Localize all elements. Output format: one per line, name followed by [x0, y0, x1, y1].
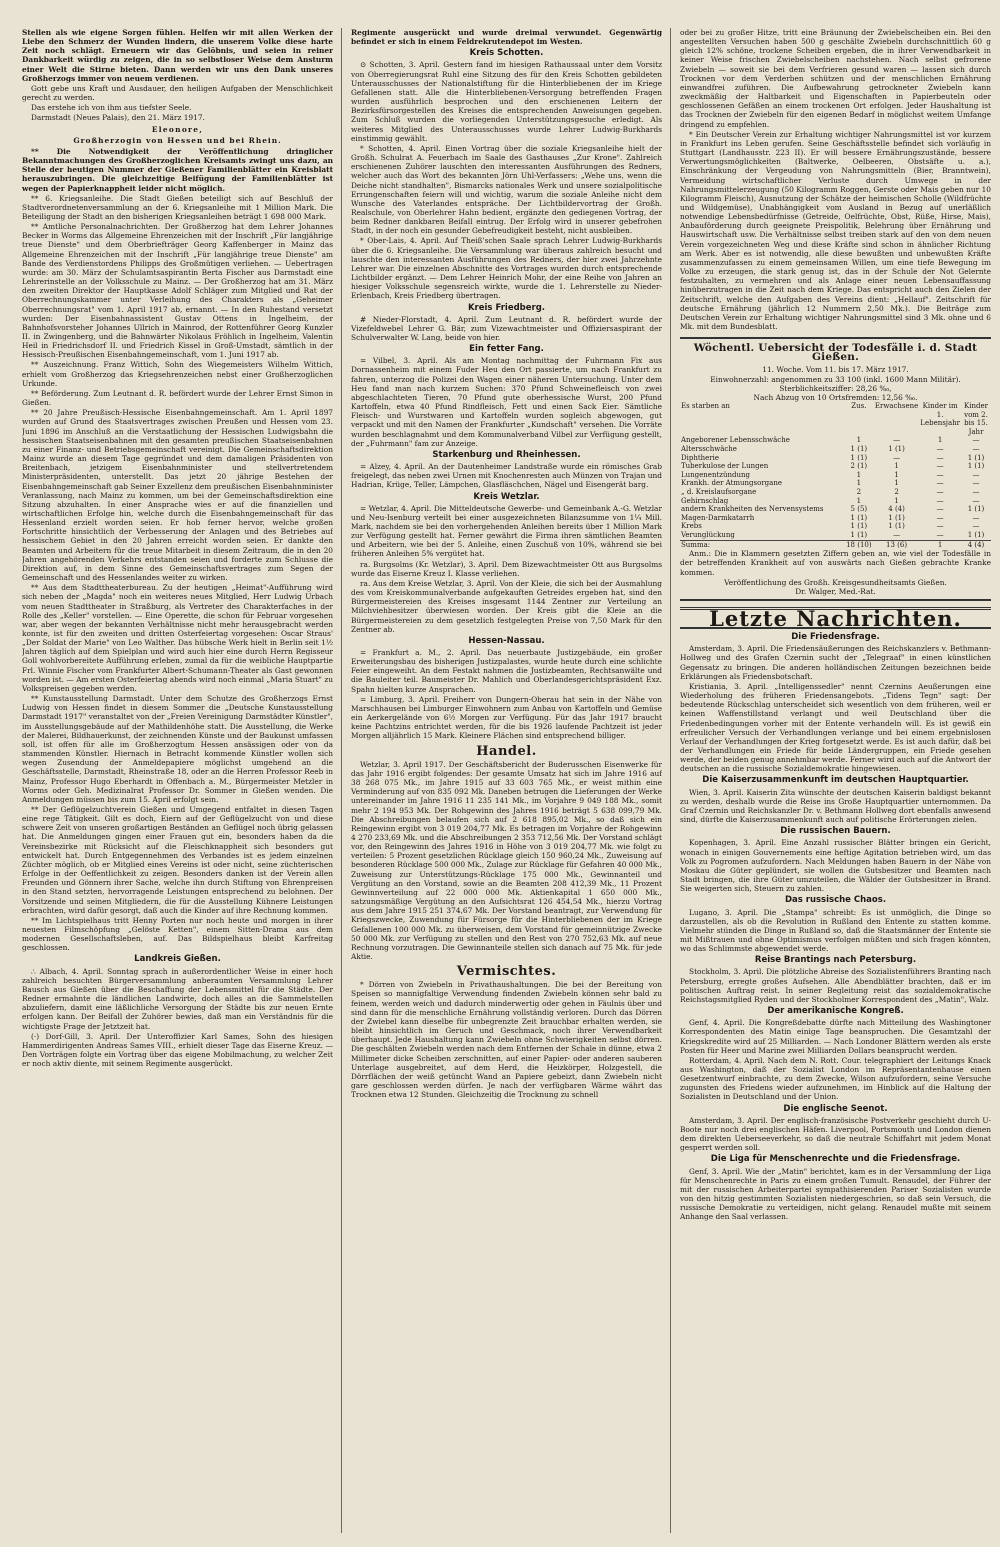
table-cell: 1 (1) — [967, 505, 985, 514]
article-text: ∴ Albach, 4. April. Sonntag sprach in außerordentlicher Weise in einer hoch zahlreich besuchten Bürgerversammlung anberaumten Versammlung Lehrer Bausch aus Gießen über die Beschaffung der Lebensmittel für die Städte. Der Redner ermahnte die ländlichen Landwirte, doch alles an die Sammelstellen abzuliefern, damit eine läßlichliche Versorgung der Städte bis zur neuen Ernte erfolgen kann. Der Beifall der Zuhörer bewies, daß man ein Verständnis für die wichtigste Frage der Jetztzeit hat. — [22, 966, 333, 1031]
table-cell: Verunglückung — [681, 531, 735, 539]
table-cell: 1 — [856, 470, 862, 479]
section-heading: Landkreis Gießen. — [134, 954, 221, 965]
table-cell: — — [972, 445, 980, 454]
news-heading: Die Friedensfrage. — [791, 632, 880, 643]
table-cell: 1 — [894, 462, 899, 471]
statistics-population: Einwohnerzahl: angenommen zu 33 100 (inkl. 1600 Mann Militär). — [710, 374, 961, 384]
table-cell: 1 (1) — [850, 513, 868, 522]
table-cell: Diphtherie — [681, 453, 720, 462]
article-text: ** Amtliche Personalnachrichten. Der Großherzog hat dem Lehrer Johannes Becker in Worms das Allgemeine Ehrenzeichen mit der Inschrift „Für langjährige treue Dienste" und dem Oberbriefträger Georg Kaffenberger in Mainz das Allgemeine Ehrenzeichen mit der Inschrift „Für langjährige treue Dienste" am Bande des Verdienstordens Philipps des Großmütigen verliehen. — Uebertragen wurde: am 30. März der Schulamtsaspirantin Berta Fischer aus Darmstadt eine Lehrerinstelle an der Volksschule zu Mainz. — Der Großherzog hat am 31. März den zweiten Direktor der Hauptkasse Adolf Schläger zum Mitglied und Rat der Oberrechnungskammer unter Verleihung des Charakters als „Geheimer Oberrechnungsrat" vom 1. April 1917 ab, ernannt. — In den Ruhestand versetzt wurden: Der Eisenbahnassistent Gustav Ottens in Ingelheim, der Bahnhofsvorsteher Johannes Ullrich in Mainrod, der Rottenführer Georg Kunzler II. in Zwingenberg, und die Bahnwärter Nikolaus Fröhlich in Ingelheim, Valentin Heil in Friedrichsdorf II. und Friedrich Kissel in Groß-Umstadt, sämtlich in der Hessisch-Preußischen Eisenbahngemeinschaft, vom 1. Juni 1917 ab. — [22, 222, 333, 360]
article-text: Stellen als wie eigene Sorgen fühlen. Helfen wir mit allen Werken der Liebe den Schmerz der Wunden lindern, die unserem Volke diese harte Zeit noch schlägt. Erneuern wir das Gelöbnis, und seien in reiner Dankbarkeit würdig zu zeigen, die in so selbstloser Weise dem Ansturm einer Welt die Stirne bieten. Dann werden wir uns den Dank unseres Großherzogs immer von neuem verdienen. — [22, 28, 333, 83]
section-heading-large: Handel. — [476, 743, 537, 759]
table-cell: 2 — [856, 488, 862, 497]
news-text: Genf, 4. April. Die Kongreßdebatte dürfte nach Mitteilung des Washingtoner Korrespondenten des Matin einige Tage beanspruchen. Die Gesamtzahl der Kriegskredite wird auf 25 Milliarden. — Nach Londoner Blättern werden als erste Posten für Heer und Marine zwei Milliarden Dollars beansprucht werden. — [680, 1018, 991, 1055]
table-cell: 13 (6) — [874, 540, 919, 549]
statistics-week: 11. Woche. Vom 11. bis 17. März 1917. — [762, 365, 909, 375]
table-cell: 1 (1) — [850, 531, 868, 539]
section-heading: Kreis Wetzlar. — [473, 491, 540, 502]
table-row — [680, 514, 991, 523]
table-header: Erwachsene — [874, 402, 919, 411]
table-cell: 1 — [937, 436, 943, 445]
table-cell: — — [972, 479, 980, 488]
news-heading: Die Kaiserzusammenkunft im deutschen Hauptquartier. — [702, 775, 969, 786]
table-cell: — — [936, 522, 944, 531]
section-heading: Starkenburg und Rheinhessen. — [432, 449, 581, 460]
article-text: = Frankfurt a. M., 2. April. Das neuerbaute Justizgebäude, ein großer Erweiterungsbau des bisherigen Justizpalastes, wurde heute durch eine schlichte Feier eingeweiht. An dem Festakt nahmen die Justizbeamten, Rechtsanwälte und die Bauleiter teil. Baumeister Dr. Mahlich und Oberlandesgerichtspräsident Exz. Spahn hielten kurze Ansprachen. — [351, 648, 662, 694]
table-cell: 1 — [856, 436, 862, 445]
table-cell: Krebs — [681, 522, 702, 531]
article-text: Regimente ausgerückt und wurde dreimal verwundet. Gegenwärtig befindet er sich in einem Feldrekrutendepot im Westen. — [351, 28, 662, 47]
table-cell: Magen-Darmkatarrh — [681, 513, 755, 522]
article-text: ⊙ Schotten, 3. April. Gestern fand im hiesigen Rathaussaal unter dem Vorsitz von Oberregierungsrat Ruhl eine Sitzung des für den Kreis Schotten gebildeten Unterausschusses der Nationalstiftung für die Hinterbliebenen der im Kriege Gefallenen statt. Alle die Hinterbliebenen-Versorgung betreffenden Fragen wurden ausführlich besprochen und den erschienenen Leitern der Bezirksfürsorgestellen des Kreises die entsprechenden Anweisungen gegeben. Zum Schluß wurden die vorliegenden Unterstützungsgesuche erledigt. Als weiteres Mitglied des Unterausschusses wurde Lehrer Ludwig-Burkhards einstimmig gewählt. — [351, 60, 662, 143]
table-cell: — — [972, 470, 980, 479]
table-row — [680, 454, 991, 463]
article-text: = Vilbel, 3. April. Als am Montag nachmittag der Fuhrmann Fix aus Dornassenheim mit einem Fuder Heu den Ort passierte, um nach Frankfurt zu fahren, unterzog die Polizei den Wagen einer näheren Untersuchung. Unter dem Heu fand man nach kurzem Suchen: 370 Pfund Schweinefleisch von zwei abgeschlachteten Tieren, 70 Pfund gute oberhessische Wurst, 200 Pfund Kartoffeln, etwa 40 Pfund Rindfleisch, Fett und einen Sack Eier. Sämtliche Fleisch- und Wurstwaren und Kartoffeln wurden sogleich abgewogen, gut verpackt und mit den Namen der Frankfurter „Kundschaft" versehen. Die Vorräte wurden beschlagnahmt und dem Kommunalverband Vilbel zur Verfügung gestellt, der „Fuhrmann" fam zur Anzeige. — [351, 356, 662, 448]
article-text: * Ober-Lais, 4. April. Auf Theiß'schen Saale sprach Lehrer Ludwig-Burkhards über die 6. Kriegsanleihe. Die Versammlung war überaus zahlreich besucht und lauschte den interessanten Ausführungen des Redners, der hier zwei Jahrzehnte Lehrer war. Die einzelnen Abschnitte des Vortrages wurden durch entsprechende Lichtbilder ergänzt. — Dem Lehrer Heinrich Mohr, der eine Reihe von Jahren an hiesiger Volksschule segensreich wirkte, wurde die 1. Lehrerstelle zu Nieder-Erlenbach, Kreis Friedberg übertragen. — [351, 236, 662, 301]
table-cell: 1 (1) — [850, 445, 868, 454]
table-cell: 1 — [919, 540, 961, 549]
column-1 — [22, 28, 333, 1533]
table-row — [680, 445, 991, 454]
article-text: ra. Aus dem Kreise Wetzlar, 3. April. Von der Kleie, die sich bei der Ausmahlung des vom Kreiskommunalverbande aufgekauften Getreides ergeben hat, sind den Bürgermeistereien des Kreises insgesamt 1144 Zentner zur Verteilung an Milchviehbesitzer überwiesen worden. Der Kreis gibt die Kleie an die Bürgermeistereien zu dem gesetzlich festgelegten Preise von 7,50 Mark für den Zentner ab. — [351, 578, 662, 634]
table-row — [680, 505, 991, 514]
table-cell: — — [936, 505, 944, 514]
news-heading: Die russischen Bauern. — [780, 826, 891, 837]
table-cell: 1 (1) — [967, 462, 985, 471]
news-text: Stockholm, 3. April. Die plötzliche Abreise des Sozialistenführers Branting nach Petersburg, erregte großes Aufsehen. Alle Abendblätter brachten, daß er im politischen Auftrag reist. In seiner Begleitung reist das sozialdemokratische Reichstagsmitglied Ryden und der Stockholmer Korrespondent des „Matin", Walz. — [680, 967, 991, 1004]
table-cell: — — [936, 462, 944, 471]
section-heading: Kreis Friedberg. — [467, 302, 546, 313]
table-cell: Summa: — [680, 540, 844, 549]
statistics-signature: Dr. Walger, Med.-Rat. — [795, 586, 876, 596]
signature-title: Großherzogin von Hessen und bei Rhein. — [73, 135, 282, 145]
table-cell: — — [936, 453, 944, 462]
article-text: # Nieder-Florstadt, 4. April. Zum Leutnant d. R. befördert wurde der Vizefeldwebel Lehrer G. Bär, zum Vizewachtmeister und Offiziersaspirant der Schulverwalter W. Lang, beide von hier. — [351, 314, 662, 342]
section-heading: Ein fetter Fang. — [469, 344, 544, 355]
table-cell: 1 (1) — [888, 445, 905, 454]
table-cell: — — [972, 488, 980, 497]
table-cell: — — [893, 531, 901, 539]
statistics-rate: Sterblichkeitsziffer: 28,26 ‰, — [779, 383, 892, 393]
article-text: Das erstehe ich von ihm aus tiefster Seele. — [31, 103, 192, 113]
table-cell: — — [972, 513, 980, 522]
table-cell: 1 (1) — [850, 522, 868, 531]
article-text: oder bei zu großer Hitze, tritt eine Bräunung der Zwiebelscheiben ein. Bei den angestellten Versuchen haben 500 g geschälte Zwiebeln durchschnittlich 60 g gleich 12% schöne, trockene Scheiben ergeben, die in ihrer Verwendbarkeit in keiner Weise frischen Zwiebelscheiben nachstehen. Nach selbst gefrorene Zwiebeln — soweit sie bei dem Verfrieren gesund waren — lassen sich durch Trocknen vor dem Verderben schützen und der menschlichen Ernährung einwandfrei zuführen. Die Aufbewahrung getrockneter Zwiebeln kann zweckmäßig der Haltbarkeit und Eigenschaften in Papierbeuteln oder geschlossenen Gefäßen an einem trockenen Ort erfolgen. Jeder Haushaltung ist das Trocknen der Zwiebeln für den eigenen Bedarf in möglichst weitem Umfange dringend zu empfehlen. — [680, 28, 991, 129]
article-text: * Schotten, 4. April. Einen Vortrag über die soziale Kriegsanleihe hielt der Großh. Schulrat A. Feuerbach im Saale des Gasthauses „Zur Krone". Zahlreich erschienenen Zuhörer lauschten den interessanten Ausführungen des Redners, welcher auch das Wort des bekannten Jörn Uhl-Verfassers: „Wehe uns, wenn die Deiche nicht standhalten", Bismarcks nationales Werk und unsere sozialpolitische Errungenschaften feiern will und wichtig, warum die soziale Anleihe nicht dem Wunsche des Vaterlandes entspräche. Der Lichtbildervortrag der Großh. Realschule, von Oberlehrer Hahn bedient, ergänzte den gediegenen Vortrag, der beim Redner dankbaren Beifall eintrug. Der Erfolg wird in unserer gebefrohen Stadt, in der noch ein gesunder Gebefreudigkeit besteht, nicht ausbleiben. — [351, 143, 662, 236]
news-text: Genf, 3. April. Wie der „Matin" berichtet, kam es in der Versammlung der Liga für Menschenrechte in Paris zu einem großen Tumult. Renaudel, der Führer der mit der russischen Arbeiterpartei sympathisierenden Pariser Sozialisten wurde von den hitzig gestimmten Sozialisten niedergeschrien, so daß sein Versuch, die russische Demokratie zu verteidigen, nicht gelang. Renaudel mußte mit seinem Anhange den Saal verlassen. — [680, 1166, 991, 1222]
table-body — [680, 436, 991, 540]
death-statistics-table — [680, 402, 991, 549]
statistics-source: Veröffentlichung des Großh. Kreisgesundheitsamts Gießen. — [724, 577, 947, 587]
table-row — [680, 488, 991, 497]
table-header: Kinder im 1. Lebensjahr — [920, 402, 961, 428]
table-cell: 5 (5) — [850, 505, 868, 514]
news-text: Wien, 3. April. Kaiserin Zita wünschte der deutschen Kaiserin baldigst bekannt zu werden, deshalb wurde die Reise ins Große Hauptquartier unternommen. Da Graf Czernin und Reichskanzler Dr. v. Bethmann Hollweg dort ebenfalls anwesend sind, dürfte die Kaiserzusammenkunft auch auf politische Erörterungen zielen. — [680, 787, 991, 825]
table-total-row — [680, 540, 991, 549]
article-text: ** 20 Jahre Preußisch-Hessische Eisenbahngemeinschaft. Am 1. April 1897 wurden auf Grund des Staatsvertrages zwischen Preußen und Hessen vom 23. Juni 1896 im Anschluß an die Verstaatlichung der Hessischen Ludwigsbahn die hessischen Staatseisenbahnen mit den gesamten preußischen Staatseisenbahnen zu einer Finanz- und Betriebsgemeinschaft vereinigt. Die Gemeinschaftsdirektion Mainz wurde an diesem Tage gegründet und dem damaligen Präsidenten von Breitenbach, jetzigem Eisenbahnminister und stellvertretendem Ministerpräsidenten, unterstellt. Das jetzt 20 jährige Bestehen der Eisenbahngemeinschaft gab Seiner Exzellenz dem preußischen Eisenbahnminister Veranlassung, nach Mainz zu kommen, um bei der Gemeinschaftsdirektion eine Sitzung abzuhalten. In einer Ansprache wies er auf die finanziellen und wirtschaftlichen Erfolge hin, welche durch die Eisenbahngemeinschaft für das Hessenland erzielt worden seien. Er hob ferner hervor, welche großen Fortschritte hinsichtlich der Verbesserung der Anlagen und des Betriebes auf hessischem Gebiet in den 20 Jahren erreicht worden seien. Er dankte den Beamten und Arbeitern für die treue Mitarbeit in diesem Zeitraum, die in den 20 Jahren angehörenden Verkehrs entstanden seien und forderte zum Schlusse die Direktion auf, in dem Sinne des Gemeinschaftsvertrages zum Segen der Gemeinschaft und des Hessenlandes weiter zu wirken. — [22, 408, 333, 583]
table-cell: — — [893, 436, 901, 445]
table-cell: 1 — [894, 470, 899, 479]
article-text: ** Die Notwendigkeit der Veröffentlichung dringlicher Bekanntmachungen des Großherzoglichen Kreisamts zwingt uns dazu, an Stelle der heutigen Nummer der Gießener Familienblätter ein Kreisblatt herauszubringen. Die gleichzeitige Beifügung der Familienblätter ist wegen der Papierknappheit leider nicht möglich. — [22, 146, 333, 193]
table-cell: Tuberkulose der Lungen — [681, 462, 769, 471]
table-cell: andern Krankheiten des Nervensystems — [681, 505, 824, 514]
news-heading: Die Liga für Menschenrechte und die Friedensfrage. — [710, 1154, 961, 1165]
table-cell: Lungenentzündung — [681, 470, 750, 479]
table-cell: 1 (1) — [888, 522, 905, 531]
table-cell: Angeborener Lebensschwäche — [681, 436, 790, 445]
table-cell: — — [972, 522, 980, 531]
table-cell: 2 (1) — [850, 462, 868, 471]
section-heading: Hessen-Nassau. — [468, 635, 545, 646]
table-cell: — — [936, 531, 944, 539]
table-cell: — — [972, 436, 980, 445]
article-text: Gott gebe uns Kraft und Ausdauer, den heiligen Aufgaben der Menschlichkeit gerecht zu werden. — [22, 83, 333, 103]
table-cell: — — [972, 496, 980, 505]
table-cell: 1 — [856, 496, 862, 505]
table-cell: 1 — [856, 479, 862, 488]
table-cell: — — [936, 470, 944, 479]
article-text: * Ein Deutscher Verein zur Erhaltung wichtiger Nahrungsmittel ist vor kurzem in Frankfurt ins Leben gerufen. Seine Geschäftsstelle befindet sich vorläufig in Stuttgart (Landhausstr. 223 II). Er will bessere Ernährungszustände, bessere Verwertungsmöglichkeiten (Baltwerke, Oelbeeren, Obstsäfte u. a.), Einschränkung der Vergeudung von Nahrungsmitteln (Bier, Branntwein), Vermeidung wirtschaftlicher Verluste durch Umwege in der Nahrungsmittelerzeugung (50 Kilogramm Roggen, Gerste oder Mais geben nur 10 Kilogramm Fleisch), Ausnutzung der Schätze der heimischen Scholle (Wildfrüchte und Wildgemüse), Unabhängigkeit vom Ausland in Bezug auf unerläßlich notwendige Lebensbedürfnisse (Getreide, Oelfrüchte, Obst, Rüße, Hirse, Mais), Anbauförderung durch geeignete Preispolitik, Belehrung über Ernährung und Hauswirtschaft usw. Die Verhältnisse selbst treiben stark auf den von dem neuen Verein vorgezeichneten Weg und diese Kräfte sind schon in ähnlicher Richtung am Werk. Aber es ist notwendig, alle diese bewußten und unbewußten Kräfte zusammenzufassen zu einem gemeinsamen Willen, um eine tiefe Bewegung im Volke zu erzeugen, die stark genug ist, das in der Schule der Not Gelernte festzuhalten, zu vermehren und als Anlage einer neuen Lebensauffassung hinüberzutragen in die Zeit nach dem Kriege. Das entspricht auch den Zielen der Zeitschrift, welche den Aufgaben des Vereins dient: „Hellauf". Zeitschrift für deutsche Ernährung (jährlich 12 Nummern 2,50 Mk.). Die Beiträge zum Deutschen Verein zur Erhaltung wichtiger Nahrungsmittel sind 3 Mk. ohne und 6 Mk. mit dem Bundesblatt. — [680, 129, 991, 331]
table-cell: 2 — [894, 488, 899, 497]
table-cell: — — [936, 496, 944, 505]
news-heading: Reise Brantings nach Petersburg. — [754, 955, 917, 966]
table-cell: — — [936, 479, 944, 488]
article-text: ** 6. Kriegsanleihe. Die Stadt Gießen beteiligt sich auf Beschluß der Stadtverordnetenversammlung an der 6. Kriegsanleihe mit 1 Million Mark. Die Beteiligung der Stadt an den bisherigen Kriegsanleihen beträgt 1 698 000 Mark. — [22, 193, 333, 221]
column-3 — [680, 28, 991, 1533]
column-2 — [351, 28, 662, 1533]
table-header: Zus. — [851, 402, 867, 411]
table-header-row — [680, 402, 991, 436]
section-heading: Kreis Schotten. — [469, 48, 544, 59]
news-heading: Die englische Seenot. — [783, 1103, 888, 1114]
table-row — [680, 462, 991, 471]
article-text: = Wetzlar, 4. April. Die Mitteldeutsche Gewerbe- und Gemeinbank A.-G. Wetzlar und Neu-Isenburg verteilt bei einer ausgezeichneten Bilanzsumme von 1¼ Mill. Mark, nachdem sie bei den vorhergehenden Anleihen bereits über 1 Million Mark zur Verfügung gestellt hat. Ferner gewährt die Firma ihren sämtlichen Beamten und Arbeitern, wie bei der 5. Anleihe, einen Zuschuß von 10%, während sie bei früheren Anleihen 5% vergütet hat. — [351, 503, 662, 559]
news-heading: Das russische Chaos. — [784, 895, 887, 906]
table-cell: 4 (4) — [961, 540, 991, 549]
article-text: = Limburg, 3. April. Freiherr von Dungern-Oberau hat sein in der Nähe von Marschhausen bei Limburger Einwohnern zum Anbau von Kartoffeln und Gemüse ein Aerkergelände von 6½ Morgen zur Verfügung. Für das Jahr 1917 braucht keine Pachtzins entrichtet werden, für die bis 1926 laufende Pachtzeit ist jeder Morgen alljährlich 15 Mark. Kleinere Flächen sind entsprechend billiger. — [351, 694, 662, 741]
section-heading-large: Vermischtes. — [456, 964, 557, 980]
news-text: Rotterdam, 4. April. Nach dem N. Rott. Cour. telegraphiert der Leitungs Knack aus Washington, daß der Sozialist London im Repräsentantenhause einen Gesetzentwurf einbrachte, zu dem Zwecke, Wilson aufzufordern, seine Versuche zugunsten des Friedens wieder aufzunehmen, im Hinblick auf die Haltung der Sozialisten in Deutschland und der Union. — [680, 1055, 991, 1102]
news-text: Amsterdam, 3. April. Die Friedensäußerungen des Reichskanzlers v. Bethmann-Hollweg und des Grafen Czernin sucht der „Telegraaf" in einen künstlichen Gegensatz zu bringen. Die anderen holländischen Zeitungen bezeichnen beide Erklärungen als Friedensbotschaft. — [680, 644, 991, 681]
table-cell: — — [893, 453, 901, 462]
article-text: Wetzlar, 3. April 1917. Der Geschäftsbericht der Buderusschen Eisenwerke für das Jahr 1916 ergibt folgendes: Der gesamte Umsatz hat sich im Jahre 1916 auf 38 268 075 Mk., im Jahre 1915 auf 33 603 765 Mk., er weist mithin eine Verminderung auf von 835 092 Mk. Daneben betrugen die Lieferungen der Werke untereinander im Jahre 1916 11 235 141 Mk., im Vorjahre 9 049 188 Mk., somit mehr 2 194 953 Mk. Der Rohgewinn des Jahres 1916 beträgt 5 638 099,79 Mk. Die Abschreibungen belaufen sich auf 2 618 895,02 Mk., so daß sich ein Reingewinn ergibt von 3 019 204,77 Mk. Es betragen im Vorjahre der Rohgewinn 4 270 233,69 Mk. und die Abschreibungen 2 353 712,56 Mk. Der Vorstand schlägt vor, den Reingewinn des Jahres 1916 in Höhe von 3 019 204,77 Mk. wie folgt zu verteilen: 5 Prozent gesetzlichen Rücklage gleich 150 960,24 Mk., Zuweisung auf besonderen Rücklage 500 000 Mk., Zulage zur Rücklage für Gefahren 40 000 Mk., Zuweisung zur Unterstützungs-Rücklage 175 000 Mk., Gewinnanteil und Vergütung an den Vorstand, sowie an die Beamten 208 412,39 Mk., 11 Prozent Gewinnverteilung auf 22 000 000 Mk. Aktienkapital 1 650 000 Mk., satzungsmäßige Vergütung an den Aufsichtsrat 126 454,54 Mk., hierzu Vortrag aus dem Jahre 1915 251 374,67 Mk. Der Vorstand beantragt, zur Verwendung für Kriegszwecke, Zuwendung für Fürsorge für die Hinterbliebenen der im Kriege Gefallenen 100 000 Mk. zu überweisen, dem Vorstand für gemeinnützige Zwecke 50 000 Mk. zur Verfügung zu stellen und den Rest von 270 752,63 Mk. auf neue Rechnung vorzutragen. Die Gewinnanteile stellen sich danach auf 75 Mk. für jede Aktie. — [351, 759, 662, 961]
table-row — [680, 471, 991, 480]
column-divider — [670, 28, 672, 1533]
table-cell: — — [936, 445, 944, 454]
article-text: ra. Burgsolms (Kr. Wetzlar), 3. April. Dem Bizewachtmeister Ott aus Burgsolms wurde das Eiserne Kreuz I. Klasse verliehen. — [351, 559, 662, 578]
table-cell: 1 (1) — [888, 513, 905, 522]
table-cell: 1 — [894, 496, 899, 505]
table-row — [680, 436, 991, 445]
article-text: ** Beförderung. Zum Leutnant d. R. befördert wurde der Lehrer Ernst Simon in Gießen. — [22, 388, 333, 408]
table-cell: 4 (4) — [888, 505, 905, 514]
table-cell: 1 (1) — [850, 453, 868, 462]
statistics-rate-adjusted: Nach Abzug von 10 Ortsfremden: 12,56 ‰. — [753, 392, 918, 402]
column-divider — [341, 28, 343, 1533]
article-text: ** Im Lichtspielhaus tritt Henny Porten nur noch heute und morgen in ihrer neuesten Filmschöpfung „Gelöste Ketten", einem Sitten-Drama aus dem modernen Gesellschaftsleben, auf. Das Bildspielhaus bleibt Karfreitag geschlossen. — [22, 915, 333, 953]
table-header: Kinder vom 2. bis 15. Jahr — [964, 402, 988, 436]
article-text: (·) Dorf-Gill, 3. April. Der Unteroffizier Karl Sames, Sohn des hiesigen Hammerdirigenten Andreas Sames VIII., erhielt dieser Tage das Eiserne Kreuz. — Den Vorträgen folgte ein Vortrag über das eigene Mobilmachung, zu welcher Zeit er noch aktiv diente, mit seinem Regimente ausgerückt. — [22, 1031, 333, 1069]
article-text: ** Auszeichnung. Franz Wittich, Sohn des Wiegemeisters Wilhelm Wittich, erhielt vom Großherzog das Kriegsehrenzeichen nebst einer Großherzoglichen Urkunde. — [22, 360, 333, 388]
article-text: * Dörren von Zwiebeln in Privathaushaltungen. Die bei der Bereitung von Speisen so mannigfaltige Verwendung findenden Zwiebeln können sehr bald zu feinem, werden weich und dadurch minderwertig oder gehen in Fäulnis über und sind dann für die menschliche Ernährung vollständig verloren. Durch das Dörren der Zwiebel kann dieselbe für unbegrenzte Zeit brauchbar erhalten werden, sie bleibt hinsichtlich im Geruch und Geschmack, noch ihrer Verwendbarkeit überhaupt. Jede Haushaltung kann Zwiebeln ohne Schwierigkeiten selbst dörren. Die geschälten Zwiebeln werden nach dem Entfernen der Schale in dünne, etwa 2 Millimeter dicke Scheiben zerschnitten, auf einer Papier- oder anderen sauberen Unterlage ausgebreitet, auf dem Herd, die Heizkörper, Holzgestell, die Dörrflächen der weiß getüncht Wand an Papiere gebeizt, dann Zwiebeln nicht gare geschlossen werden dürfen. Je nach der verfügbaren Wärme währt das Trocknen etwa 12 Stunden. Gleichzeitig die Trocknung zu schnell — [351, 980, 662, 1100]
table-cell: 1 (1) — [967, 453, 985, 462]
table-header: Es starben an — [681, 402, 730, 411]
death-statistics-box — [680, 337, 991, 601]
latest-news-title: Letzte Nachrichten. — [680, 607, 991, 629]
table-row — [680, 479, 991, 488]
news-text: Amsterdam, 3. April. Der englisch-französische Postverkehr geschieht durch U-Boote nur noch drei englischen Häfen. Liverpool, Portsmouth und London dienen dem direkten Ueberseeverkehr, so daß die neutrale Schiffahrt mit jedem Monat gesperrt werden soll. — [680, 1115, 991, 1153]
table-row — [680, 531, 991, 540]
table-cell: Altersschwäche — [681, 445, 737, 454]
table-cell: Gehirnschlag — [681, 496, 729, 505]
table-cell: — — [936, 488, 944, 497]
news-heading: Der amerikanische Kongreß. — [767, 1006, 904, 1017]
table-cell: „ d. Kreislaufsorgane — [681, 488, 757, 497]
signature-name: Eleonore, — [151, 124, 204, 134]
article-text: ** Aus dem Stadttheaterbureau. Zu der heutigen „Heimat"-Aufführung wird sich neben der „Magda" noch ein weiteres neues Mitglied, Herr Ludwig Urbach vom neuen Stadttheater in Straßburg, als Vertreter des Charakterfaches in der Rolle des „Keller" vorstellen. — Eine Operette, die schon für Februar vorgesehen war, aber wegen der bekannten Verhältnisse nicht mehr herausgebracht werden konnte, ist für den zweiten und dritten Osterfeiertag vorgesehen: Oscar Straus' „Der Soldat der Marie" von Leo Walther. Das hübsche Werk hielt in Berlin seit 1½ Jahren täglich auf dem Spielplan und wird auch hier eine durch Herrn Regisseur Goll wohlvorbereitete Aufführung erleben, zumal da für die weibliche Hauptpartie Frl. Winnie Fischer vom Frankfurter Albert-Schumann-Theater als Gast gewonnen worden ist. — Am ersten Osterfeiertag abends wird noch einmal „Maria Stuart" zu Volkspreisen gegeben werden. — [22, 583, 333, 693]
table-cell: 1 — [894, 479, 899, 488]
table-cell: 1 (1) — [967, 531, 985, 539]
news-text: Kristiania, 3. April. „Intelligenssedler" nennt Czernins Aeußerungen eine Wiederholung des früheren Friedensangebots. „Tidens Tegn" sagt: Der bedeutende Rückschlag unterscheidet sich wesentlich von dem früheren, weil er keinen Waffenstillstand verlangt und weil Deutschland über die Friedenbedingungen vorher mit der Entente verhandeln will. Es ist gewiß ein erfreulicher Versuch der Verhandlungen verlange und bei einem ergebnislosen Verlauf der Verhandlungen der Krieg fortgesetzt werde. Es ist auch dafür, daß bei der Verhandlungen ein Friede für beide Ländergruppen, ein Friede gesehen werde, der beiden genug annehmbar werde. Ferner wird auch auf die Antwort der deutschen an die russische Sozialdemokratie hingewiesen. — [680, 681, 991, 774]
article-text: ** Der Geflügelzuchtverein Gießen und Umgegend entfaltet in diesen Tagen eine rege Tätigkeit. Gilt es doch, Eiern auf der Geflügelzucht von und diese schwere Zeit von unseren großartigen Beständen an Geflügel noch übrig gelassen hat. Die Anmeldungen gingen einer Frauen gut ein, besonders haben da die Vereinsbezirke mit Rücksicht auf die Fleischknappheit sich besonders gut entwickelt hat. Durch Entgegennehmen des Verbandes ist es jedem einzelnen Züchter möglich, ob er Mitglied eines Vereins ist oder nicht, seine züchterischen Erfolge in der Oeffentlichkeit zu zeigen. Besonders danken ist der Verein allen Freunden und Gönnern ihrer Sache, welche ihn durch Stiftung von Ehrenpreisen in den Stand setzten, hervorragende Leistungen entsprechend zu belohnen. Der Vorsitzende und seinen Mitgliedern, die für die Ausstellung Kühnere Leistungen erbrachten, wird dafür gesorgt, daß auch die Kinder auf ihre Rechnung kommen. — [22, 804, 333, 915]
statistics-title: Wöchentl. Uebersicht der Todesfälle i. d. Stadt Gießen. — [693, 342, 978, 364]
article-text: ** Kunstausstellung Darmstadt. Unter dem Schutze des Großherzogs Ernst Ludwig von Hessen findet in diesem Sommer die „Deutsche Kunstausstellung Darmstadt 1917" veranstaltet von der „Freien Vereinigung Darmstädter Künstler", im Ausstellungsgebäude auf der Mathildenhöhe statt. Die Ausstellung, die Werke der Malerei, Bildhauerkunst, der zeichnenden Künste und der Baukunst umfassen soll, ist offen für alle im Großherzogtum Hessen ansässigen oder von da stammenden Künstler. Hiernach in Betracht kommende Künstler wollen sich wegen Zusendung der Anmeldepapiere möglichst umgehend an die Geschäftsstelle, Darmstadt, Rheinstraße 18, oder an die Herren Professor Reeb in Mainz, Professor Hugo Eberhardt in Offenbach a. M., Bürgermeister Metzler in Worms oder Geh. Medizinalrat Professor Dr. Sommer in Gießen wenden. Die Anmeldungen müssen bis zum 15. April erfolgt sein. — [22, 694, 333, 804]
article-text: = Alzey, 4. April. An der Dautenheimer Landstraße wurde ein römisches Grab freigelegt, das neben zwei Urnen mit Knochenresten auch Münzen von Trajan und Hadrian, Krüge, Teller, Lämpchen, Glasfläschchen, Nägel und Eisengerät barg. — [351, 462, 662, 490]
news-text: Kopenhagen, 3. April. Eine Anzahl russischer Blätter bringen ein Gericht, wonach in einigen Gouvernements eine heftige Agitation betrieben wird, um das Volk zu Pogromen aufzufordern. Nach Meldungen haben Bauern in der Nähe von Moskau die Güter geplündert, sie wollen die Gutsbesitzer und Beamten nach Stadt bringen, die ihre Güter umzuteilen, die Wälder der Gutsbesitzer in Brand. Sie weigerten sich, Steuern zu zahlen. — [680, 838, 991, 894]
news-text: Lugano, 3. April. Die „Stampa" schreibt: Es ist unmöglich, die Dinge so darzustellen, als ob die Revolution in Rußland den Entente zu statten komme. Vielmehr stünden die Dinge in Rußland so, daß die Staatsmänner der Entente sie mit Mißtrauen und ohne Optimismus verfolgen müßten und sich fragen könnten, wo das Schlimmste abgewendet werde. — [680, 907, 991, 954]
table-cell: Krankh. der Atmungsorgane — [681, 479, 782, 488]
table-row — [680, 522, 991, 531]
table-cell: 18 (10) — [844, 540, 874, 549]
statistics-note: Anm.: Die in Klammern gesetzten Ziffern geben an, wie viel der Todesfälle in der betreffenden Krankheit auf von auswärts nach Gießen gebrachte Kranke kommen. — [680, 549, 991, 577]
dateline: Darmstadt (Neues Palais), den 21. März 1917. — [31, 113, 205, 123]
table-cell: — — [936, 513, 944, 522]
table-row — [680, 497, 991, 506]
